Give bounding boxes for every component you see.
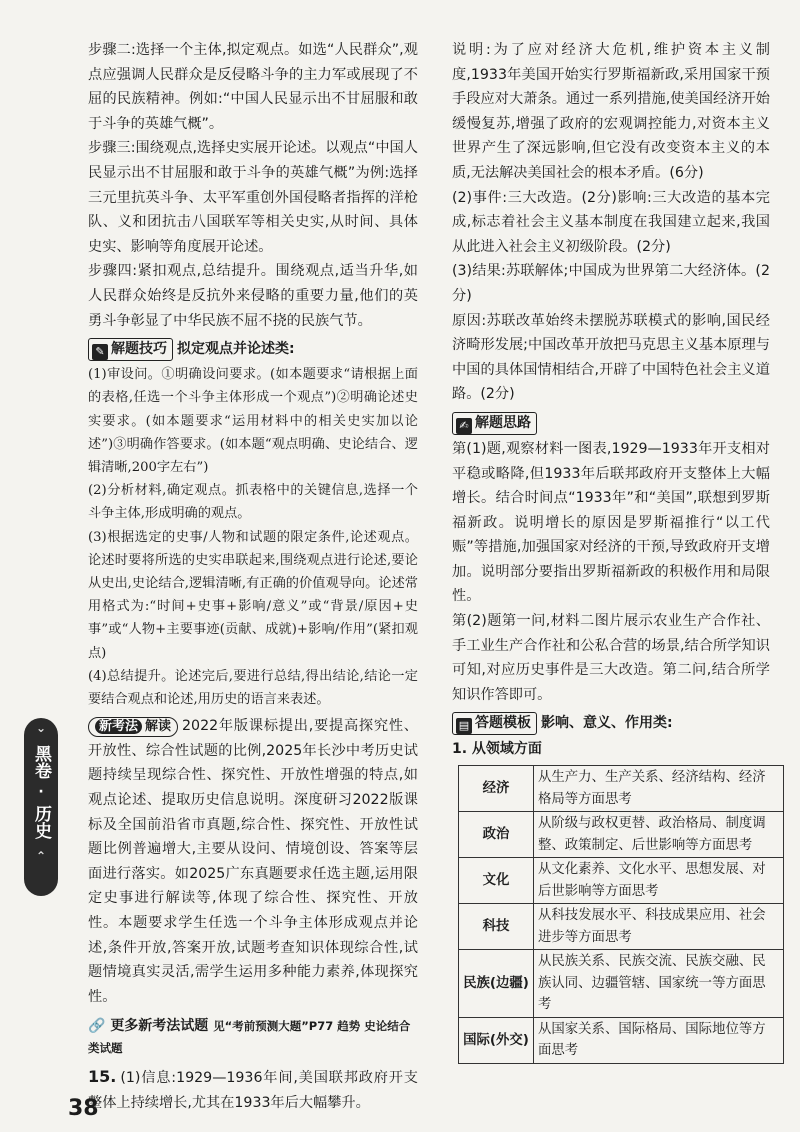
tip-item-4: (4)总结提升。论述完后,要进行总结,得出结论,结论一定要结合观点和论述,用历史的语言来表述。 [88,668,418,707]
new-method-tag: 新考法 解读 [88,717,178,737]
step-four: 步骤四:紧扣观点,总结提升。围绕观点,适当升华,如人民群众始终是反抗外来侵略的重要力量,他们的英勇斗争彰显了中华民族不屈不挠的民族气节。 [88,263,418,329]
table-row: 政治 从阶级与政权更替、政治格局、制度调整、政策制定、后世影响等方面思考 [459,812,784,858]
step-three: 步骤三:围绕观点,选择史实展开论述。以观点“中国人民显示出不甘屈服和敢于斗争的英雄气概”为例:选择三元里抗英斗争、太平军重创外国侵略者指挥的洋枪队、义和团抗击八国联军等相关史实,从时间、具体史实、影响等角度展开论述。 [88,140,418,255]
more-questions [88,1015,418,1059]
pencil-icon: ✍ [456,418,472,434]
section-domain: 1. 从领域方面 [452,741,542,758]
tip-title: 拟定观点并论述类: [177,341,295,358]
more-title: 更多新考法试题 [110,1018,209,1035]
answer-3: (3)结果:苏联解体;中国成为世界第二大经济体。(2分) [452,263,770,304]
tip-item-2: (2)分析材料,确定观点。抓表格中的关键信息,选择一个斗争主体,形成明确的观点。 [88,483,418,522]
separator-dot: · [38,784,44,800]
tip-heading [88,337,418,361]
domain-table [458,765,784,1064]
template-title: 影响、意义、作用类: [541,715,673,732]
table-row: 国际(外交) 从国家关系、国际格局、国际地位等方面思考 [459,1017,784,1063]
template-heading [452,711,770,735]
new-method-block [88,714,418,1009]
step-two: 步骤二:选择一个主体,拟定观点。如选“人民群众”,观点应强调人民群众是反侵略斗争的主力军或展现了不屈的民族精神。例如:“中国人民显示出不甘屈服和敢于斗争的英雄气概”。 [88,42,418,132]
answer-explain: 说明:为了应对经济大危机,维护资本主义制度,1933年美国开始实行罗斯福新政,采用国家干预手段应对大萧条。通过一系列措施,使美国经济开始缓慢复苏,增强了政府的宏观调控能力,对资本主义世界产生了深远影响,但它没有改变资本主义的本质,无法解决美国社会的根本矛盾。(6分) [452,42,770,181]
table-row: 民族(边疆) 从民族关系、民族交流、民族交融、民族认同、边疆管辖、国家统一等方面思考 [459,950,784,1018]
template-tag: ▤ 答题模板 [452,712,537,735]
side-tab-line-2: 历史 [31,805,51,839]
question-number: 15. [88,1067,117,1087]
idea-1: 第(1)题,观察材料一图表,1929—1933年开支相对平稳或略降,但1933年后联邦政府开支整体上大幅增长。结合时间点“1933年”和“美国”,联想到罗斯福新政。说明增长的原因是罗斯福推行“以工代赈”等措施,加强国家对经济的干预,导致政府开支增加。说明部分要指出罗斯福新政的积极作用和局限性。 [452,440,770,605]
new-method-text: 2022年版课标提出,要提高探究性、开放性、综合性试题的比例,2025年长沙中考历史试题持续呈现综合性、探究性、开放性增强的特点,如观点论述、提取历史信息说明。深度研习2022版课标及全国前沿省市真题,综合性、探究性、开放性试题比例普遍增大,主要从设问、情境创设、答案等层面进行落实。如2025广东真题要求任选主题,运用限定史事进行解读等,体现了综合性、探究性、开放性。本题要求学生任选一个斗争主体形成观点并论述,条件开放,答案开放,试题考查知识体现综合性,试题情境真实灵活,需学生运用多种能力素养,体现探究性。 [88,718,418,1005]
chevron-up-icon: ⌃ [35,849,47,863]
link-icon: 🔗 [88,1018,106,1035]
table-row: 经济 从生产力、生产关系、经济结构、经济格局等方面思考 [459,766,784,812]
table-row: 文化 从文化素养、文化水平、思想发展、对后世影响等方面思考 [459,858,784,904]
idea-tag: ✍ 解题思路 [452,412,537,435]
side-tab-line-1: 黑卷 [31,745,51,779]
answer-reason: 原因:苏联改革始终未摆脱苏联模式的影响,国民经济畸形发展;中国改革开放把马克思主义基本原理与中国的具体国情相结合,开辟了中国特色社会主义道路。(2分) [452,312,770,403]
book-icon: ▤ [456,718,472,734]
answer-2: (2)事件:三大改造。(2分)影响:三大改造的基本完成,标志着社会主义基本制度在我国建立起来,我国从此进入社会主义初级阶段。(2分) [452,189,770,255]
idea-2: 第(2)题第一问,材料二图片展示农业生产合作社、手工业生产合作社和公私合营的场景,结合所学知识可知,对应历史事件是三大改造。第二问,结合所学知识作答即可。 [452,613,770,703]
wrench-icon: ✎ [92,344,108,360]
idea-heading [452,411,770,435]
page-number: 38 [68,1096,99,1121]
left-column [88,38,418,1115]
more-reference: 见“考前预测大题”P77 趋势 史论结合类试题 [88,1019,411,1056]
tip-item-1: (1)审设问。①明确设问要求。(如本题要求“请根据上面的表格,任选一个斗争主体形成一个观点”)②明确论述史实要求。(如本题要求“运用材料中的相关史实加以论述”)③明确作答要求。(如本题“观点明确、史论结合、逻辑清晰,200字左右”) [88,367,418,475]
tip-tag: ✎ 解题技巧 [88,338,173,361]
right-column [452,38,770,1064]
question-15-part-1: 15. (1)信息:1929—1936年间,美国联邦政府开支整体上持续增长,尤其在1933年后大幅攀升。 [88,1067,418,1111]
side-tab [24,718,58,896]
tip-item-3: (3)根据选定的史事/人物和试题的限定条件,论述观点。论述时要将所选的史实串联起来,围绕观点进行论述,要论从史出,史论结合,逻辑清晰,有正确的价值观导向。论述常用格式为:“时间+史事+影响/意义”或“背景/原因+史事”或“人物+主要事迹(贡献、成就)+影响/作用”(紧扣观点) [88,529,418,661]
table-row: 科技 从科技发展水平、科技成果应用、社会进步等方面思考 [459,904,784,950]
chevron-down-icon: ⌄ [35,721,47,735]
